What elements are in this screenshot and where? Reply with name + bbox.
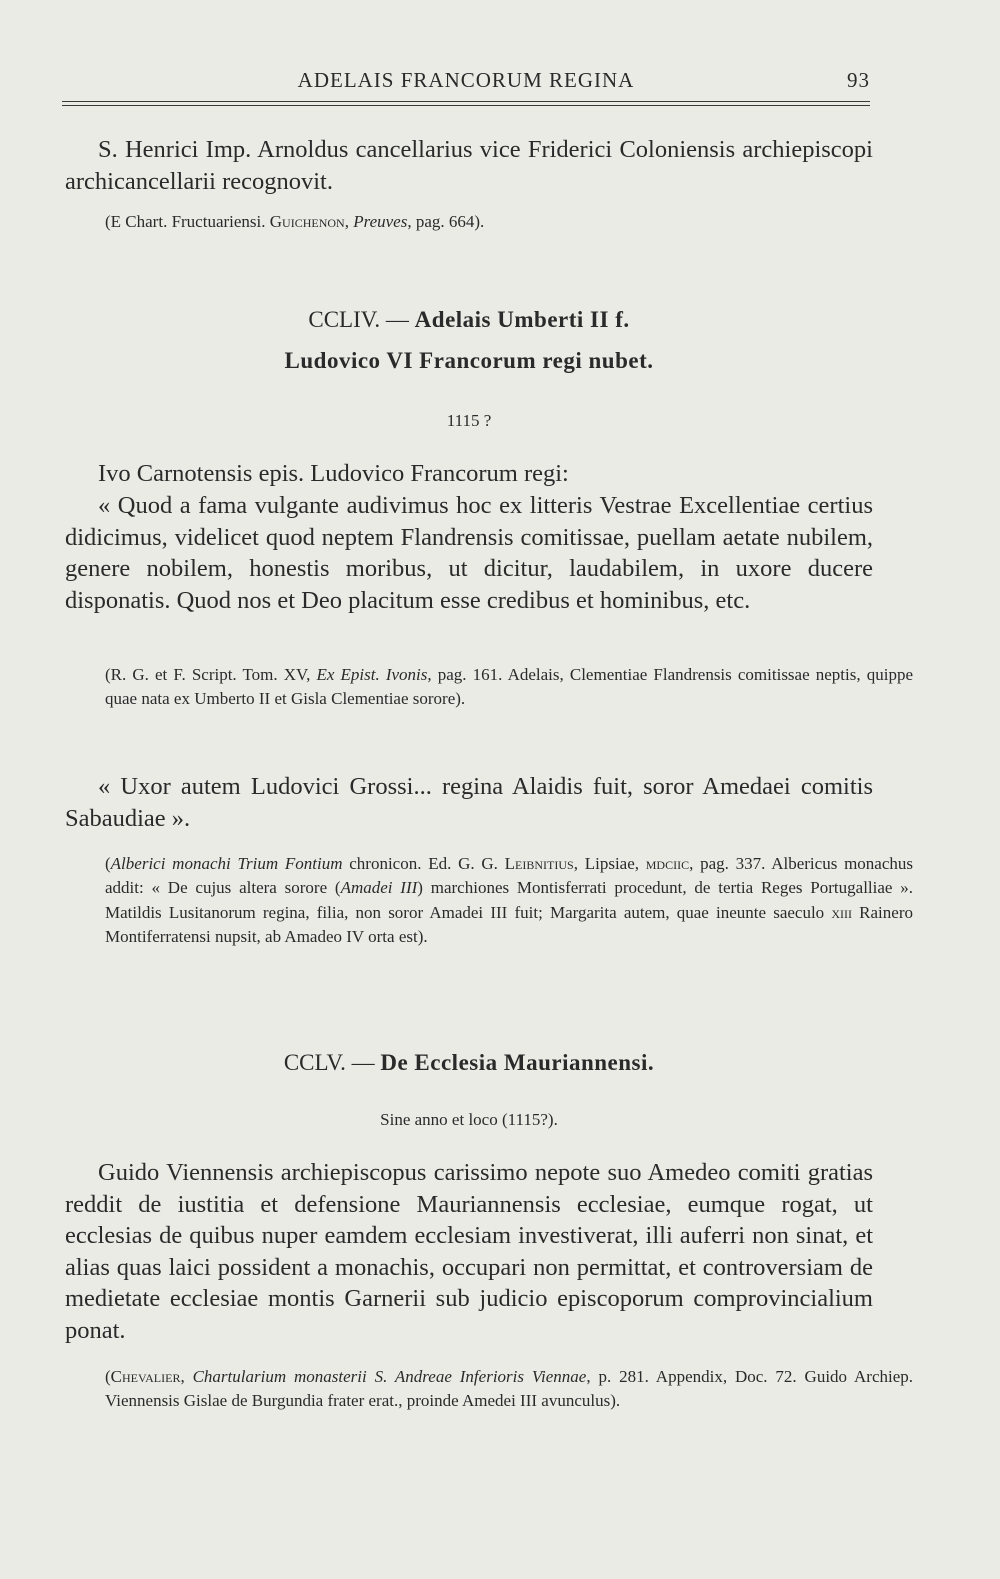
running-title: ADELAIS FRANCORUM REGINA xyxy=(297,68,635,92)
author-name: Guichenon xyxy=(269,212,345,231)
doc255-summary: Guido Viennensis archiepiscopus carissimo nepote suo Amedeo comiti gratias reddit de iustitia et defensione Mauriannensis ecclesiae, eumque rogat, ut ecclesias de quibus nuper eamdem ecclesiam investiverat, illi auferri non sinat, et alias quas laici possident a monachis, occupari non permittat, et controversiam de medietate ecclesiae montis Garnerii sub judicio episcoporum comprovincialium ponat. xyxy=(65,1159,873,1344)
doc255-date: Sine anno et loco (1115?). xyxy=(380,1110,558,1129)
doc254-note2: (Alberici monachi Trium Fontium chronicon. Ed. G. G. Leibnitius, Lipsiae, mdciic, pag. 337. Albericus monachus addit: « De cujus altera sorore (Amadei III) marchiones Montisferrati procedunt, de tertia Reges Portugalliae ». Matildis Lusitanorum regina, filia, non soror Amadei III fuit; Margarita autem, quae ineunte saeculo xiii Rainero Montiferratensi nupsit, ab Amadeo IV orta est). xyxy=(105,854,913,947)
opening-note: (E Chart. Fructuariensi. Guichenon, Preuves, pag. 664). xyxy=(105,212,485,231)
edition-year: mdciic xyxy=(645,854,690,873)
doc254-quote: « Quod a fama vulgante audivimus hoc ex litteris Vestrae Excellentiae certius didicimus, videlicet quod neptem Flandrensis comitissae, puellam aetate nubilem, genere nobilem, honestis moribus, ut dicitur, laudabilem, in uxore ducere disponatis. Quod nos et Deo placitum esse credibus et hominibus, etc. xyxy=(65,492,873,614)
doc254-subtitle: Ludovico VI Francorum regi nubet. xyxy=(284,348,654,373)
doc255-number: CCLV. — xyxy=(283,1050,381,1075)
running-header xyxy=(62,68,870,100)
editor-name: Leibnitius xyxy=(504,854,574,873)
opening-paragraph: S. Henrici Imp. Arnoldus cancellarius vice Friderici Coloniensis archiepiscopi archicancellarii recognovit. xyxy=(65,136,873,195)
doc255-note: (Chevalier, Chartularium monasterii S. Andreae Inferioris Viennae, p. 281. Appendix, Doc. 72. Guido Archiep. Viennensis Gislae de Burgundia frater erat., proinde Amedei III avunculus). xyxy=(105,1367,914,1411)
author-name: Chevalier xyxy=(110,1367,181,1386)
doc254-heading xyxy=(65,307,873,333)
source-title: Ex Epist. Ivonis xyxy=(316,665,428,684)
doc254-intro: Ivo Carnotensis epis. Ludovico Francorum regi: xyxy=(98,460,569,487)
doc255-heading xyxy=(65,1050,873,1076)
doc254-quote2: « Uxor autem Ludovici Grossi... regina Alaidis fuit, soror Amedaei comitis Sabaudiae ». xyxy=(65,773,873,832)
doc254-number: CCLIV. — xyxy=(308,307,415,332)
header-rule-bottom xyxy=(62,105,870,106)
doc254-title: Adelais Umberti II f. xyxy=(414,307,630,332)
doc254-date: 1115 ? xyxy=(446,411,492,430)
doc255-title: De Ecclesia Mauriannensi. xyxy=(380,1050,655,1075)
work-title: Preuves xyxy=(353,212,408,231)
page-number: 93 xyxy=(847,68,870,92)
doc254-note: (R. G. et F. Script. Tom. XV, Ex Epist. Ivonis, pag. 161. Adelais, Clementiae Flandrensis comitissae neptis, quippe quae nata ex Umberto II et Gisla Clementiae sorore). xyxy=(105,665,913,709)
header-rule-top xyxy=(62,101,870,102)
chronicle-author: Alberici monachi Trium Fontium xyxy=(110,854,343,873)
cartulary-title: Chartularium monasterii S. Andreae Inferioris Viennae xyxy=(192,1367,587,1386)
